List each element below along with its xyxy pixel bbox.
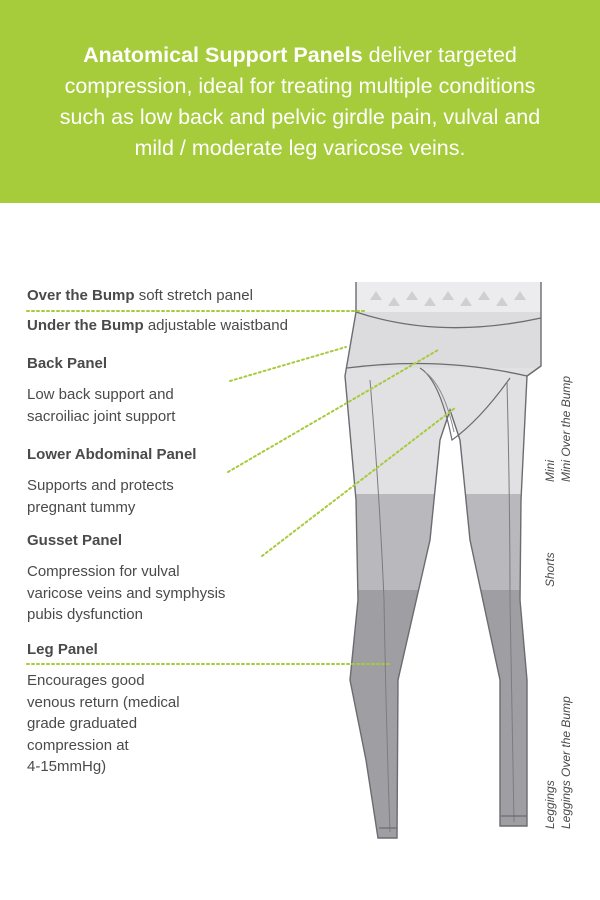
back-panel-leader [230,347,346,381]
back-panel-desc [27,384,175,427]
over-bump-label [27,285,253,306]
over-bump-desc: soft stretch panel [134,287,253,304]
length-shorts: Shorts [543,552,557,587]
leg-panel-desc [27,670,180,778]
leg-panel-desc-line: compression at [27,736,129,754]
back-panel-desc-line: Low back support and [27,386,174,403]
back-panel-title-text: Back Panel [27,355,108,372]
lower-abdominal-title-text: Lower Abdominal Panel [27,446,197,463]
gusset-desc-line: pubis dysfunction [27,606,143,623]
leg-panel-title-text: Leg Panel [27,641,98,658]
length-mini: Mini [543,459,557,482]
leg-panel-desc-line: 4-15mmHg) [27,758,107,775]
shorts-zone [330,494,560,590]
gusset-title-text: Gusset Panel [27,532,123,549]
length-mini-over-bump: Mini Over the Bump [559,375,573,482]
lower-abdominal-desc-line: pregnant tummy [27,498,136,516]
length-leggings-over-bump: Leggings Over the Bump [559,696,573,829]
leg-panel-desc-line: venous return (medical [27,693,180,711]
gusset-title [27,530,122,551]
under-bump-title: Under the Bump [27,317,144,334]
intro-body: deliver targeted compression, ideal for treating multiple conditions such as low back and pelvic girdle pain, vulval and mild / moderate leg varicose veins. [59,42,541,160]
back-panel-desc-line: sacroiliac joint support [27,407,176,425]
gusset-desc-line: varicose veins and symphysis [27,584,226,602]
length-leggings: Leggings [543,780,557,829]
gusset-desc [27,561,225,626]
mini-zone [330,368,560,494]
leggings-diagram [0,203,600,900]
leg-panel-desc-line: Encourages good [27,672,145,689]
lower-abdominal-desc-line: Supports and protects [27,477,174,494]
back-panel-title [27,353,107,374]
leggings-zone [330,590,560,850]
lower-abdominal-desc [27,475,174,518]
gusset-desc-line: Compression for vulval [27,563,180,580]
under-bump-desc: adjustable waistband [143,317,288,334]
intro-banner [0,0,600,203]
leg-panel-desc-line: grade graduated [27,715,138,732]
leg-panel-title [27,639,98,660]
intro-text [40,40,560,164]
under-bump-label [27,315,288,336]
over-bump-title: Over the Bump [27,287,135,304]
lower-abdominal-title [27,444,196,465]
intro-bold-lead: Anatomical Support Panels [83,42,363,67]
